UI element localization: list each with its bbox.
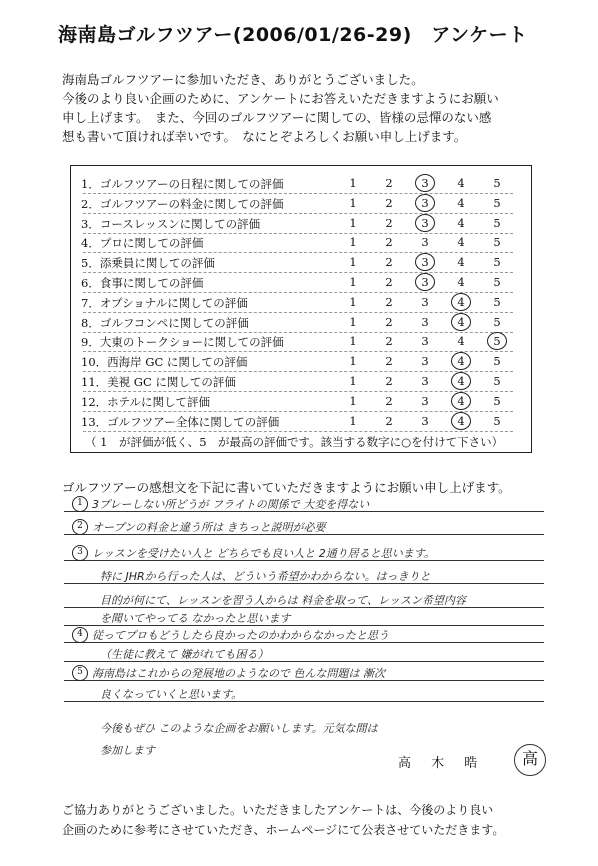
survey-item-label: 10．西海岸 GC に関しての評価 xyxy=(81,355,248,370)
survey-item xyxy=(71,174,531,194)
intro-line: 海南島ゴルフツアーに参加いただき、ありがとうございました。 xyxy=(62,72,424,87)
selected-rating-circle xyxy=(415,214,435,232)
rating-option[interactable]: 2 xyxy=(385,235,393,250)
handwritten-comment-line: 特に JHRから行った人は、どういう希望かわからない。はっきりと xyxy=(100,570,431,583)
rating-option[interactable]: 5 xyxy=(493,393,501,408)
handwritten-comment-line: 海南島はこれからの発展地のようなので 色んな問題は 漸次 xyxy=(92,667,385,680)
handwritten-comment-line: 従ってプロもどうしたら良かったのかわからなかったと思う xyxy=(92,629,389,642)
rating-option[interactable]: 5 xyxy=(493,334,501,349)
handwritten-comment-line: オープンの料金と違う所は きちっと説明が必要 xyxy=(92,521,326,534)
rating-option[interactable]: 3 xyxy=(421,275,429,289)
selected-rating-circle xyxy=(451,313,471,331)
comments-prompt: ゴルフツアーの感想文を下記に書いていただきますようにお願い申し上げます。 xyxy=(62,480,511,495)
rating-option[interactable]: 1 xyxy=(349,235,357,250)
survey-item xyxy=(71,273,531,293)
comment-number: 4 xyxy=(72,627,88,643)
rating-option[interactable]: 4 xyxy=(457,334,465,349)
rating-option[interactable]: 3 xyxy=(421,354,429,369)
selected-rating-circle xyxy=(415,174,435,192)
rating-option[interactable]: 5 xyxy=(493,176,501,190)
rating-option[interactable]: 1 xyxy=(349,393,357,408)
selected-rating-circle xyxy=(415,273,435,291)
survey-item xyxy=(71,313,531,333)
rating-option[interactable]: 5 xyxy=(493,354,501,369)
rating-option[interactable]: 4 xyxy=(457,235,465,250)
selected-rating-circle xyxy=(451,392,471,410)
rating-option[interactable]: 4 xyxy=(457,393,465,408)
intro-line: 申し上げます。 また、今回のゴルフツアーに関しての、皆様の忌憚のない感 xyxy=(62,110,492,125)
rating-option[interactable]: 2 xyxy=(385,393,393,408)
rating-option[interactable]: 3 xyxy=(421,413,429,428)
survey-item-label: 1．ゴルフツアーの日程に関しての評価 xyxy=(81,177,284,191)
rating-option[interactable]: 5 xyxy=(493,413,501,428)
survey-item xyxy=(71,412,531,432)
comment-number: 5 xyxy=(72,665,88,681)
handwritten-comment-line: 良くなっていくと思います。 xyxy=(100,688,243,701)
rating-option[interactable]: 3 xyxy=(421,294,429,309)
survey-item xyxy=(71,253,531,273)
selected-rating-circle xyxy=(415,194,435,212)
survey-table xyxy=(70,165,532,453)
rating-option[interactable]: 4 xyxy=(457,195,465,210)
rating-option[interactable]: 2 xyxy=(385,354,393,369)
survey-item-label: 11．美視 GC に関しての評価 xyxy=(81,375,236,389)
rating-option[interactable]: 1 xyxy=(349,275,357,289)
survey-item-label: 9．大東のトークショーに関しての評価 xyxy=(81,335,284,350)
survey-item xyxy=(71,332,531,352)
handwritten-comment-line: を聞いてやってる なかったと思います xyxy=(100,612,291,625)
survey-note: （ 1 が評価が低く、5 が最高の評価です。該当する数字に○を付けて下さい） xyxy=(85,435,504,449)
intro-paragraph xyxy=(62,70,582,146)
footer-line: 企画のために参考にさせていただき、ホームページにて公表させていただきます。 xyxy=(62,823,505,837)
rating-option[interactable]: 2 xyxy=(385,334,393,349)
handwritten-comment-line: 参加します xyxy=(100,744,155,757)
selected-rating-circle xyxy=(451,293,471,311)
selected-rating-circle xyxy=(451,372,471,390)
page-title: 海南島ゴルフツアー(2006/01/26-29) アンケート xyxy=(58,24,528,46)
rating-option[interactable]: 3 xyxy=(421,235,429,250)
rating-option[interactable]: 1 xyxy=(349,334,357,349)
rating-option[interactable]: 4 xyxy=(457,314,465,329)
rating-option[interactable]: 5 xyxy=(493,275,501,289)
rating-option[interactable]: 1 xyxy=(349,413,357,428)
rating-option[interactable]: 4 xyxy=(457,294,465,309)
rating-option[interactable]: 2 xyxy=(385,255,393,270)
rating-option[interactable]: 2 xyxy=(385,314,393,329)
survey-item-label: 7．オプショナルに関しての評価 xyxy=(81,295,248,310)
survey-item-label: 12．ホテルに関して評価 xyxy=(81,394,211,409)
rating-option[interactable]: 1 xyxy=(349,294,357,309)
rating-option[interactable]: 5 xyxy=(493,255,501,270)
rating-option[interactable]: 5 xyxy=(493,235,501,250)
rating-option[interactable]: 2 xyxy=(385,215,393,230)
survey-item-label: 13．ゴルフツアー全体に関しての評価 xyxy=(81,414,280,429)
rating-option[interactable]: 3 xyxy=(421,334,429,349)
rating-option[interactable]: 1 xyxy=(349,255,357,270)
rating-option[interactable]: 5 xyxy=(493,314,501,329)
comment-number: 2 xyxy=(72,519,88,535)
rating-option[interactable]: 5 xyxy=(493,215,501,230)
survey-item xyxy=(71,233,531,253)
survey-item xyxy=(71,352,531,372)
survey-item xyxy=(71,392,531,412)
rating-option[interactable]: 3 xyxy=(421,215,429,230)
rating-option[interactable]: 3 xyxy=(421,176,429,190)
handwritten-comment-line: レッスンを受けたい人と どちらでも良い人と 2通り居ると思います。 xyxy=(92,547,435,560)
survey-item xyxy=(71,194,531,214)
survey-item-label: 3．コースレッスンに関しての評価 xyxy=(81,216,261,231)
rating-option[interactable]: 2 xyxy=(385,413,393,428)
rating-option[interactable]: 3 xyxy=(421,255,429,270)
rating-option[interactable]: 4 xyxy=(457,255,465,270)
handwritten-comment-line: 今後もぜひ このような企画をお願いします。元気な間は xyxy=(100,722,378,735)
dotted-leader xyxy=(83,431,513,432)
rating-option[interactable]: 4 xyxy=(457,354,465,369)
rating-option[interactable]: 2 xyxy=(385,176,393,190)
rating-option[interactable]: 1 xyxy=(349,176,357,190)
rating-option[interactable]: 2 xyxy=(385,294,393,309)
survey-item xyxy=(71,372,531,392)
rating-option[interactable]: 1 xyxy=(349,195,357,210)
selected-rating-circle xyxy=(451,412,471,430)
survey-item xyxy=(71,293,531,313)
survey-item xyxy=(71,214,531,234)
rating-option[interactable]: 3 xyxy=(421,393,429,408)
rating-option[interactable]: 4 xyxy=(457,374,465,388)
handwritten-comment-line: 目的が何にて、レッスンを習う人からは 料金を取って、レッスン希望内容 xyxy=(100,594,466,607)
signature-name: 高 木 晧 xyxy=(398,756,486,771)
rating-option[interactable]: 1 xyxy=(349,215,357,230)
rating-option[interactable]: 3 xyxy=(421,195,429,210)
rating-option[interactable]: 5 xyxy=(493,374,501,388)
rating-option[interactable]: 5 xyxy=(493,195,501,210)
footer-text xyxy=(62,800,562,840)
rating-option[interactable]: 1 xyxy=(349,354,357,369)
rating-option[interactable]: 2 xyxy=(385,374,393,388)
rating-option[interactable]: 4 xyxy=(457,275,465,289)
rating-option[interactable]: 4 xyxy=(457,413,465,428)
survey-item-label: 8．ゴルフコンペに関しての評価 xyxy=(81,315,249,330)
intro-line: 今後のより良い企画のために、アンケートにお答えいただきますようにお願い xyxy=(62,91,499,106)
rating-option[interactable]: 1 xyxy=(349,374,357,388)
rating-option[interactable]: 2 xyxy=(385,195,393,210)
rating-option[interactable]: 3 xyxy=(421,314,429,329)
rating-option[interactable]: 5 xyxy=(493,294,501,309)
survey-item-label: 5．添乗員に関しての評価 xyxy=(81,256,215,271)
comment-number: 1 xyxy=(72,496,88,512)
rating-option[interactable]: 4 xyxy=(457,176,465,190)
handwritten-comment-line: 3プレーしない所どうが フライトの関係で 大変を得ない xyxy=(92,498,370,511)
survey-item-label: 4．プロに関しての評価 xyxy=(81,236,204,251)
rating-option[interactable]: 4 xyxy=(457,215,465,230)
comment-number: 3 xyxy=(72,545,88,561)
rating-option[interactable]: 2 xyxy=(385,275,393,289)
survey-item-label: 2．ゴルフツアーの料金に関しての評価 xyxy=(81,196,284,211)
footer-line: ご協力ありがとうございました。いただきましたアンケートは、今後のより良い xyxy=(62,803,494,817)
rating-option[interactable]: 3 xyxy=(421,374,429,388)
rating-option[interactable]: 1 xyxy=(349,314,357,329)
survey-item-label: 6．食事に関しての評価 xyxy=(81,276,204,290)
handwritten-comment-line: （生徒に教えて 嫌がれても困る） xyxy=(100,648,269,661)
intro-line: 想も書いて頂ければ幸いです。 なにとぞよろしくお願い申し上げます。 xyxy=(62,129,467,144)
seal-stamp: 高 xyxy=(514,744,546,776)
